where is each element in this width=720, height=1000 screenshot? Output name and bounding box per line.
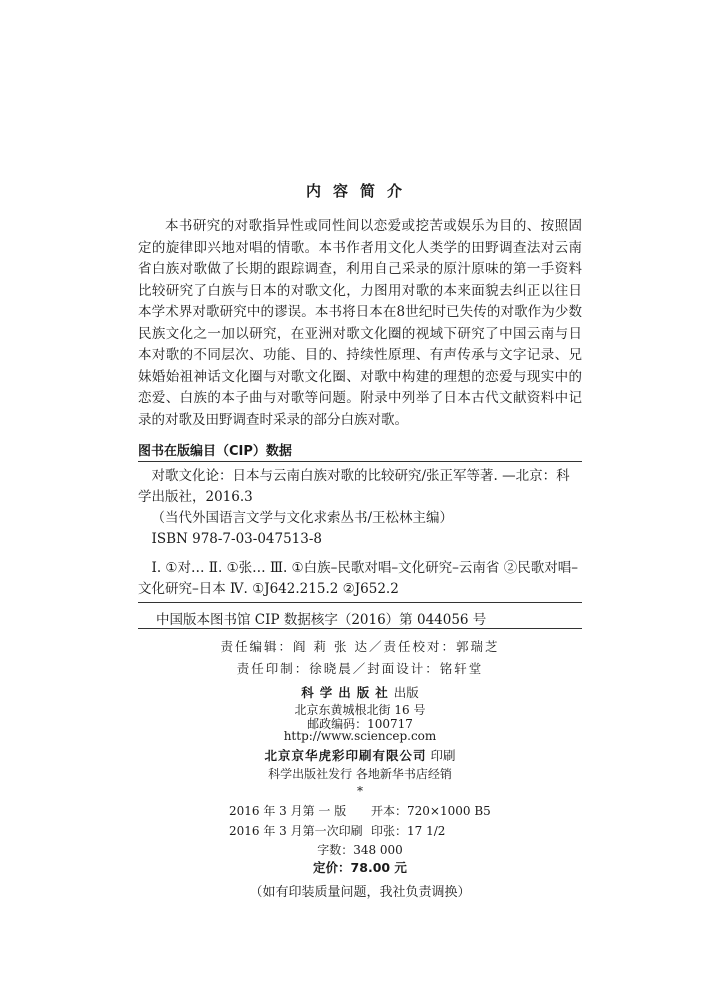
cip-isbn: ISBN 978-7-03-047513-8 xyxy=(151,531,323,547)
publisher-name: 科学出版社 xyxy=(301,685,394,700)
printed-sheets: 印张：17 1/2 xyxy=(371,824,446,838)
summary-text: 本书研究的对歌指异性或同性间以恋爱或挖苦或娱乐为目的、按照固定的旋律即兴地对唱的情歌。本书作者用文化人类学的田野调查法对云南省白族对歌做了长期的跟踪调查，利用自己采录的原汁原味的第一手资料比较研究了白族与日本的对歌文化，力图用对歌的本来面貌去纠正以往日本学术界对歌研究中的谬误。本书将日本在8世纪时已失传的对歌作为少数民族文化之一加以研究，在亚洲对歌文化圈的视域下研究了中国云南与日本对歌的不同层次、功能、目的、持续性原理、有声传承与文字记录、兄妹婚始祖神话文化圈与对歌文化圈、对歌中构建的理想的恋爱与现实中的恋爱、白族的本子曲与对歌等问题。附录中列举了日本古代文献资料中记录的对歌及田野调查时采录的部分白族对歌。 xyxy=(138,218,582,428)
printer-name: 北京京华虎彩印刷有限公司 xyxy=(264,748,427,763)
cip-record-number: 中国版本图书馆 CIP 数据核字（2016）第 044056 号 xyxy=(156,612,487,628)
price: 定价：78.00 元 xyxy=(313,860,407,875)
publisher-url: http://www.sciencep.com xyxy=(283,729,437,743)
publisher-role: 出版 xyxy=(393,685,419,700)
book-format: 开本：720×1000 B5 xyxy=(371,804,491,818)
summary-heading: 内容简介 xyxy=(305,182,414,200)
publisher-line xyxy=(0,683,720,701)
cip-bottom-rule xyxy=(138,628,582,629)
summary-paragraph xyxy=(138,216,582,431)
production-line: 责任印制：徐晓晨／封面设计：铭轩堂 xyxy=(236,661,484,676)
cip-title-line: 对歌文化论：日本与云南白族对歌的比较研究/张正军等著. —北京：科学出版社，2016.3 xyxy=(138,468,570,505)
separator-star: * xyxy=(357,784,363,798)
cip-top-rule xyxy=(138,461,582,462)
first-edition: 2016 年 3 月第 一 版 xyxy=(229,804,347,818)
cip-middle-rule xyxy=(138,602,582,603)
word-count: 字数：348 000 xyxy=(317,843,403,857)
editors-line: 责任编辑：阎 莉 张 达／责任校对：郭瑞芝 xyxy=(220,639,500,654)
cip-title: 图书在版编目（CIP）数据 xyxy=(138,444,292,459)
publisher-address: 北京东黄城根北街 16 号 xyxy=(294,703,426,717)
quality-notice: （如有印装质量问题，我社负责调换） xyxy=(249,885,471,900)
cip-series-line: （当代外国语言文学与文化求索丛书/王松林主编） xyxy=(151,510,454,526)
first-printing: 2016 年 3 月第一次印刷 xyxy=(229,824,363,838)
distribution-line: 科学出版社发行 各地新华书店经销 xyxy=(268,767,452,781)
cip-classification: Ⅰ. ①对… Ⅱ. ①张… Ⅲ. ①白族–民歌对唱–文化研究–云南省 ②民歌对唱–文化研究–日本 Ⅳ. ①J642.215.2 ②J652.2 xyxy=(138,560,578,597)
printer-line xyxy=(0,746,720,764)
printer-role: 印刷 xyxy=(430,748,456,763)
cip-record xyxy=(138,466,582,600)
publisher-postcode: 邮政编码：100717 xyxy=(307,717,413,731)
